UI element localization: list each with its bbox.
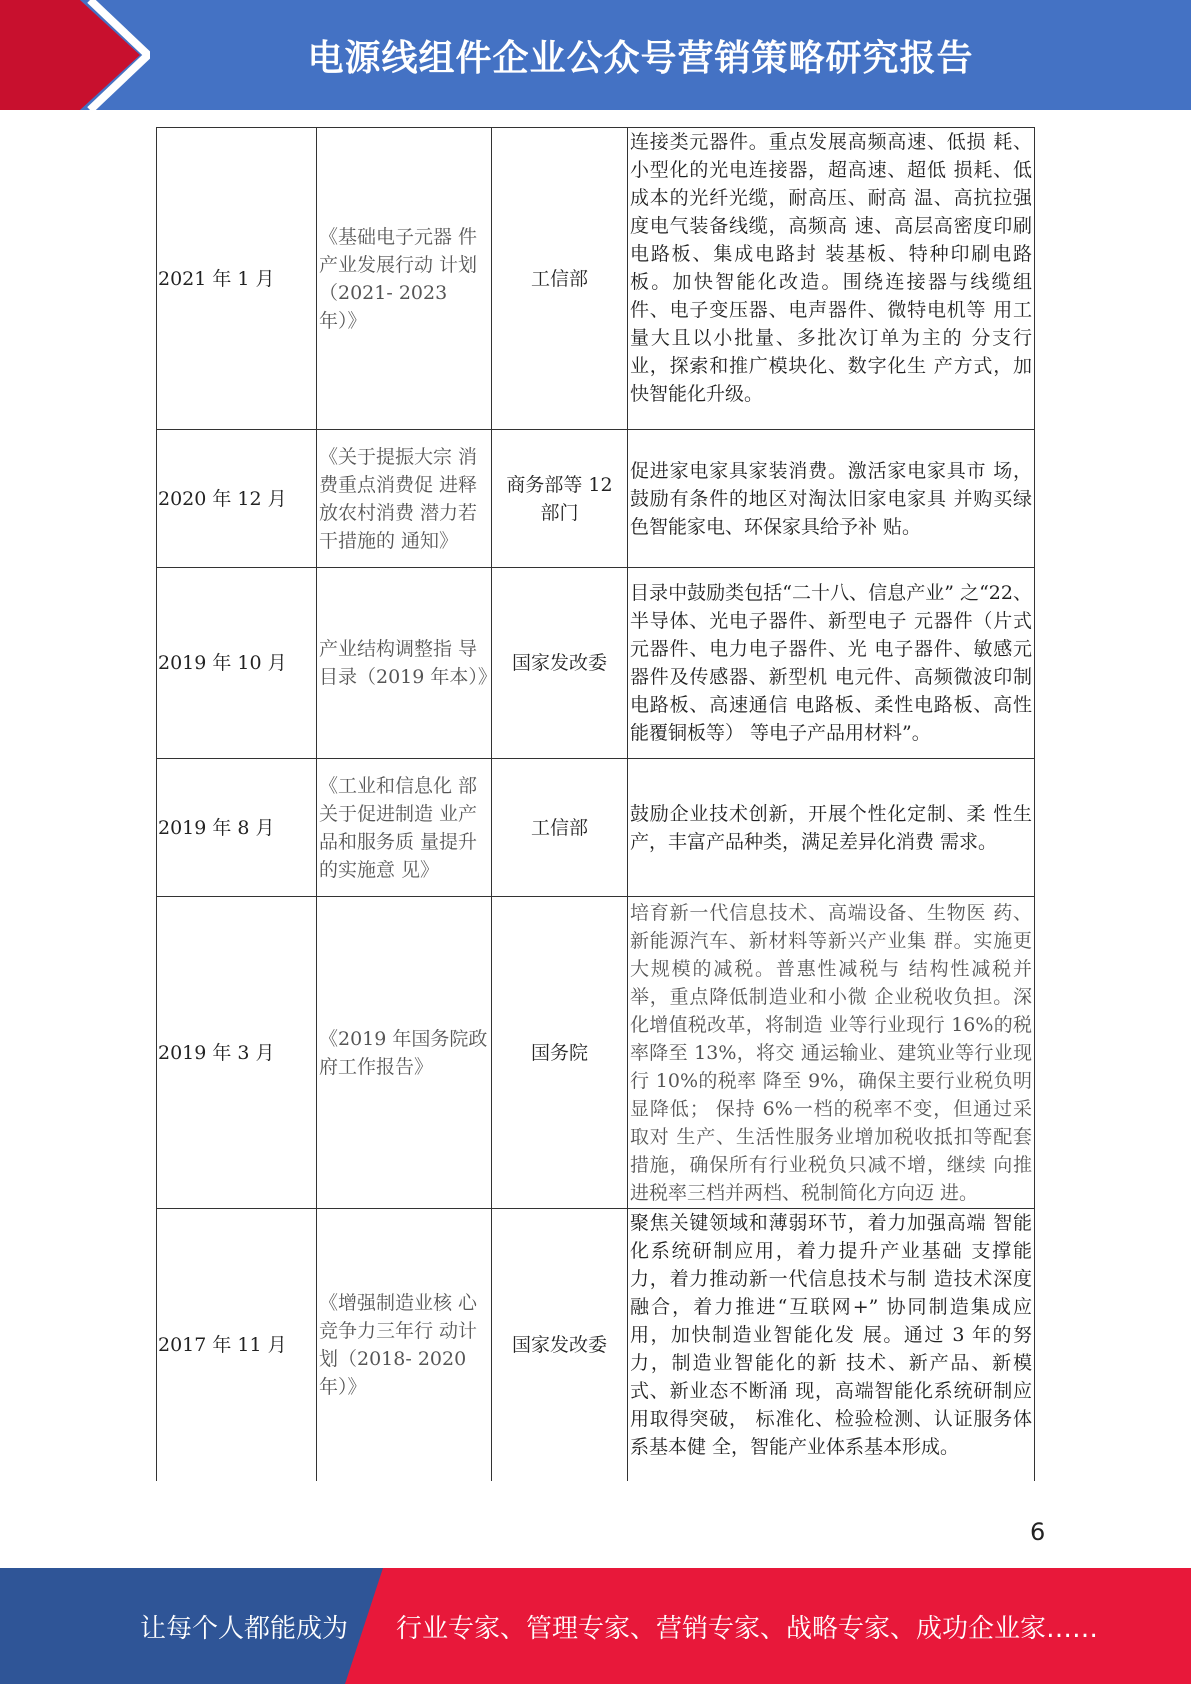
row-content: 鼓励企业技术创新，开展个性化定制、柔 性生产，丰富产品种类，满足差异化消费 需求。: [628, 759, 1035, 897]
row-policy-title: 产业结构调整指 导目录（2019 年本）》: [317, 568, 492, 759]
table-row: [157, 897, 1035, 1209]
row-date: 2019 年 10 月: [157, 568, 317, 759]
page-footer: [0, 1568, 1191, 1684]
row-department: 工信部: [492, 128, 628, 430]
policy-table: [156, 127, 1035, 1481]
row-policy-title: 《增强制造业核 心竞争力三年行 动计划（2018- 2020 年）》: [317, 1209, 492, 1481]
row-content: 培育新一代信息技术、高端设备、生物医 药、新能源汽车、新材料等新兴产业集 群。实施更大规模的减税。普惠性减税与 结构性减税并举，重点降低制造业和小微 企业税收负担。深化增值税改革，将制造 业等行业现行 16%的税率降至 13%，将交 通运输业、建筑业等行业现行 10%的税率 降至 9%，确保主要行业税负明显降低； 保持 6%一档的税率不变，但通过采取对 生产、生活性服务业增加税收抵扣等配套 措施，确保所有行业税负只减不增，继续 向推进税率三档并两档、税制简化方向迈 进。: [628, 897, 1035, 1209]
row-date: 2020 年 12 月: [157, 430, 317, 568]
row-date: 2019 年 8 月: [157, 759, 317, 897]
table-row: [157, 759, 1035, 897]
row-content: 连接类元器件。重点发展高频高速、低损 耗、小型化的光电连接器，超高速、超低 损耗、低成本的光纤光缆，耐高压、耐高 温、高抗拉强度电气装备线缆，高频高 速、高层高密度印刷电路板、集成电路封 装基板、特种印刷电路板。加快智能化改造。围绕连接器与线缆组 件、电子变压器、电声器件、微特电机等 用工量大且以小批量、多批次订单为主的 分支行业，探索和推广模块化、数字化生 产方式，加快智能化升级。: [628, 128, 1035, 430]
row-department: 国务院: [492, 897, 628, 1209]
row-date: 2021 年 1 月: [157, 128, 317, 430]
row-policy-title: 《基础电子元器 件产业发展行动 计划（2021- 2023 年）》: [317, 128, 492, 430]
table-row: [157, 1209, 1035, 1481]
row-content: 促进家电家具家装消费。激活家电家具市 场，鼓励有条件的地区对淘汰旧家电家具 并购买绿色智能家电、环保家具给予补 贴。: [628, 430, 1035, 568]
header-arrow-decoration: [0, 0, 150, 110]
row-policy-title: 《工业和信息化 部关于促进制造 业产品和服务质 量提升的实施意 见》: [317, 759, 492, 897]
row-department: 商务部等 12 部门: [492, 430, 628, 568]
row-content: 目录中鼓励类包括“二十八、信息产业” 之“22、半导体、光电子器件、新型电子 元器件（片式元器件、电力电子器件、光 电子器件、敏感元器件及传感器、新型机 电元件、高频微波印制电路板、高速通信 电路板、柔性电路板、高性能覆铜板等） 等电子产品用材料”。: [628, 568, 1035, 759]
row-content: 聚焦关键领域和薄弱环节，着力加强高端 智能化系统研制应用，着力提升产业基础 支撑能力，着力推动新一代信息技术与制 造技术深度融合，着力推进“互联网+” 协同制造集成应用，加快制造业智能化发 展。通过 3 年的努力，制造业智能化的新 技术、新产品、新模式、新业态不断涌 现，高端智能化系统研制应用取得突破， 标准化、检验检测、认证服务体系基本健 全，智能产业体系基本形成。: [628, 1209, 1035, 1481]
row-department: 工信部: [492, 759, 628, 897]
table-row: [157, 128, 1035, 430]
row-date: 2019 年 3 月: [157, 897, 317, 1209]
row-department: 国家发改委: [492, 1209, 628, 1481]
footer-slogan-right: 行业专家、管理专家、营销专家、战略专家、成功企业家……: [396, 1613, 1099, 1644]
row-department: 国家发改委: [492, 568, 628, 759]
row-policy-title: 《关于提振大宗 消费重点消费促 进释放农村消费 潜力若干措施的 通知》: [317, 430, 492, 568]
footer-slogan-left: 让每个人都能成为: [140, 1613, 349, 1644]
page-number: 6: [1030, 1518, 1046, 1546]
page-header: [0, 0, 1191, 110]
report-title: 电源线组件企业公众号营销策略研究报告: [307, 37, 974, 79]
table-row: [157, 568, 1035, 759]
table-row: [157, 430, 1035, 568]
row-policy-title: 《2019 年国务院政府工作报告》: [317, 897, 492, 1209]
row-date: 2017 年 11 月: [157, 1209, 317, 1481]
